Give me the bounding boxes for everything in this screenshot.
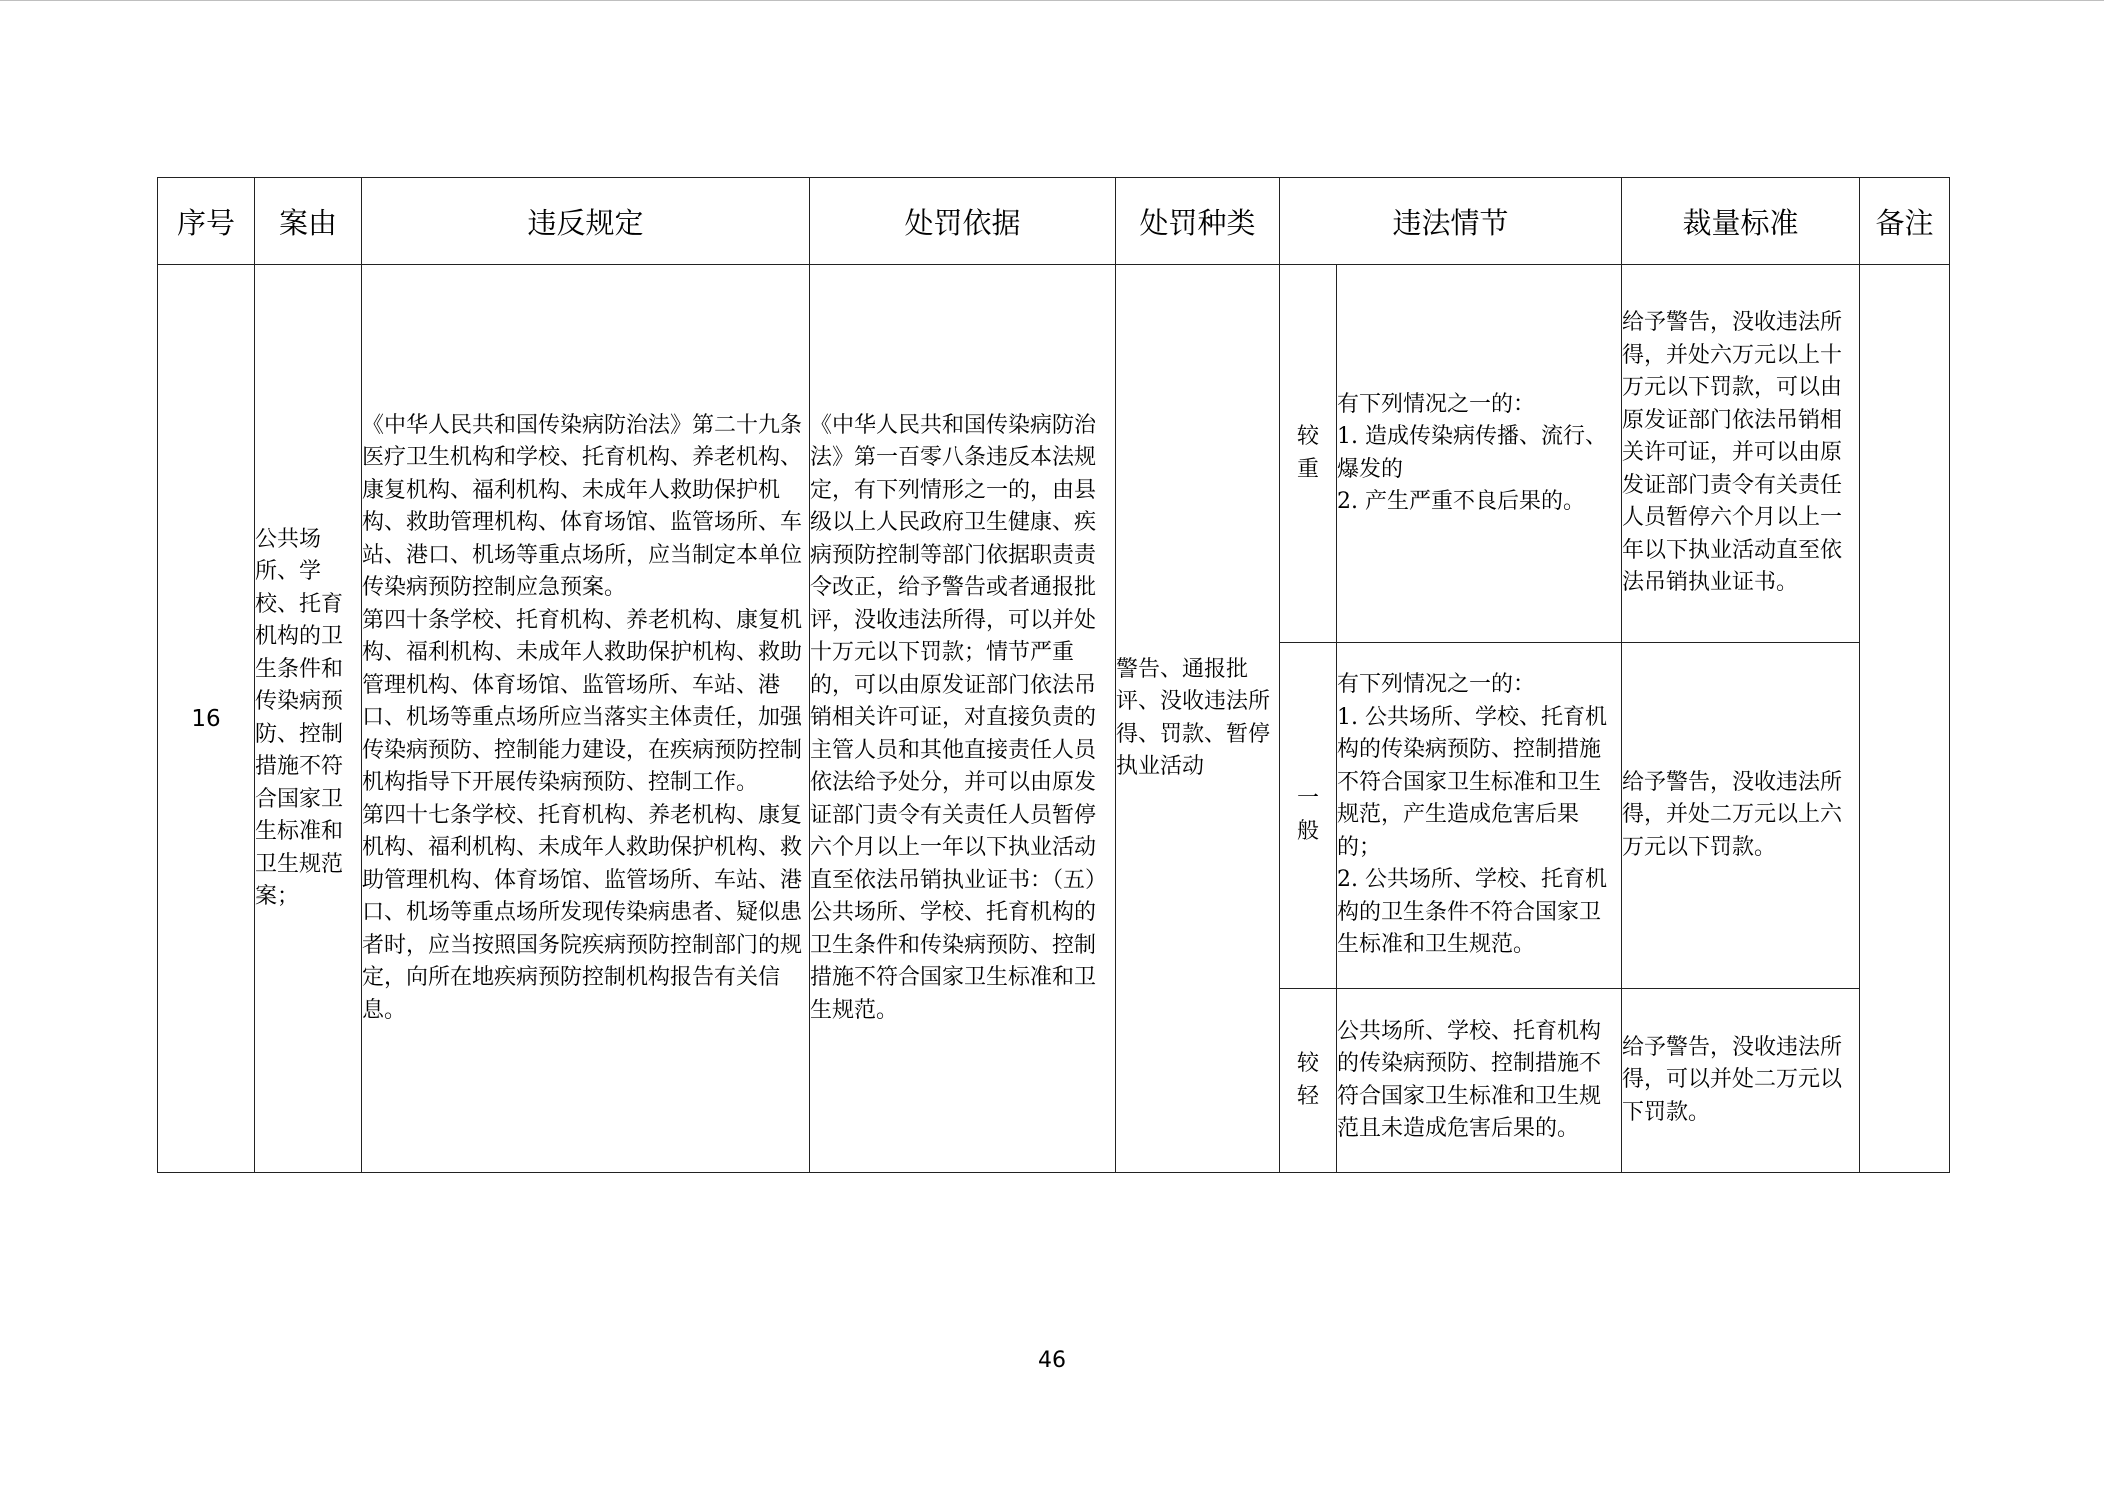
header-standard: 裁量标准	[1622, 178, 1860, 265]
circumstance-line: 有下列情况之一的：	[1337, 391, 1536, 417]
penalty-basis-cell: 《中华人民共和国传染病防治法》第一百零八条违反本法规定，有下列情形之一的，由县级以上人民政府卫生健康、疾病预防控制等部门依据职责责令改正，给予警告或者通报批评，没收违法所得，可以并处十万元以下罚款；情节严重的，可以由原发证部门依法吊销相关许可证，对直接负责的主管人员和其他直接责任人员依法给予处分，并可以由原发证部门责令有关责任人员暂停六个月以上一年以下执业活动直至依法吊销执业证书：（五）公共场所、学校、托育机构的卫生条件和传染病预防、控制措施不符合国家卫生标准和卫生规范。	[810, 265, 1116, 1173]
remarks-cell	[1860, 265, 1950, 1173]
header-penalty-basis: 处罚依据	[810, 178, 1116, 265]
tier-level-label: 较轻	[1297, 1051, 1320, 1109]
header-remarks: 备注	[1860, 178, 1950, 265]
circumstance-line: 有下列情况之一的：	[1337, 672, 1536, 698]
header-violated-rule: 违反规定	[362, 178, 810, 265]
case-cell: 公共场所、学校、托育机构的卫生条件和传染病预防、控制措施不符合国家卫生标准和卫生规范案；	[255, 265, 362, 1173]
circumstance-line: 1. 造成传染病传播、流行、爆发的	[1337, 424, 1607, 482]
header-row	[158, 178, 1950, 265]
penalty-discretion-table	[157, 177, 1950, 1173]
violated-rule-paragraph: 《中华人民共和国传染病防治法》第二十九条医疗卫生机构和学校、托育机构、养老机构、康复机构、福利机构、未成年人救助保护机构、救助管理机构、体育场馆、监管场所、车站、港口、机场等重点场所，应当制定本单位传染病预防控制应急预案。	[362, 412, 803, 601]
header-penalty-type: 处罚种类	[1116, 178, 1280, 265]
circumstance-line: 1. 公共场所、学校、托育机构的传染病预防、控制措施不符合国家卫生标准和卫生规范，产生造成危害后果的；	[1337, 704, 1607, 860]
violated-rule-paragraph: 第四十七条学校、托育机构、养老机构、康复机构、福利机构、未成年人救助保护机构、救助管理机构、体育场馆、监管场所、车站、港口、机场等重点场所发现传染病患者、疑似患者时，应当按照国务院疾病预防控制部门的规定，向所在地疾病预防控制机构报告有关信息。	[362, 802, 803, 1023]
header-case: 案由	[255, 178, 362, 265]
top-border-line	[0, 0, 2104, 1]
circumstance-line: 2. 产生严重不良后果的。	[1337, 489, 1585, 514]
tier-circumstance-severe	[1337, 265, 1622, 643]
tier-level-severe	[1280, 265, 1337, 643]
tier-level-minor	[1280, 989, 1337, 1173]
tier-level-label: 较重	[1297, 424, 1320, 482]
violated-rule-cell	[362, 265, 810, 1173]
tier-circumstance-minor	[1337, 989, 1622, 1173]
tier-standard-minor: 给予警告，没收违法所得，可以并处二万元以下罚款。	[1622, 989, 1860, 1173]
header-seq: 序号	[158, 178, 255, 265]
header-circumstances: 违法情节	[1280, 178, 1622, 265]
tier-standard-severe: 给予警告，没收违法所得，并处六万元以上十万元以下罚款，可以由原发证部门依法吊销相关许可证，并可以由原发证部门责令有关责任人员暂停六个月以上一年以下执业活动直至依法吊销执业证书。	[1622, 265, 1860, 643]
penalty-type-cell: 警告、通报批评、没收违法所得、罚款、暂停执业活动	[1116, 265, 1280, 1173]
page-number: 46	[1038, 1348, 1066, 1373]
circumstance-line: 2. 公共场所、学校、托育机构的卫生条件不符合国家卫生标准和卫生规范。	[1337, 867, 1607, 958]
seq-cell: 16	[158, 265, 255, 1173]
tier-level-label: 一般	[1297, 786, 1320, 844]
table-row	[158, 265, 1950, 643]
tier-level-general	[1280, 643, 1337, 989]
violated-rule-paragraph: 第四十条学校、托育机构、养老机构、康复机构、福利机构、未成年人救助保护机构、救助管理机构、体育场馆、监管场所、车站、港口、机场等重点场所应当落实主体责任，加强传染病预防、控制能力建设，在疾病预防控制机构指导下开展传染病预防、控制工作。	[362, 607, 803, 796]
circumstance-line: 公共场所、学校、托育机构的传染病预防、控制措施不符合国家卫生标准和卫生规范且未造成危害后果的。	[1337, 1018, 1602, 1141]
tier-standard-general: 给予警告，没收违法所得，并处二万元以上六万元以下罚款。	[1622, 643, 1860, 989]
tier-circumstance-general	[1337, 643, 1622, 989]
